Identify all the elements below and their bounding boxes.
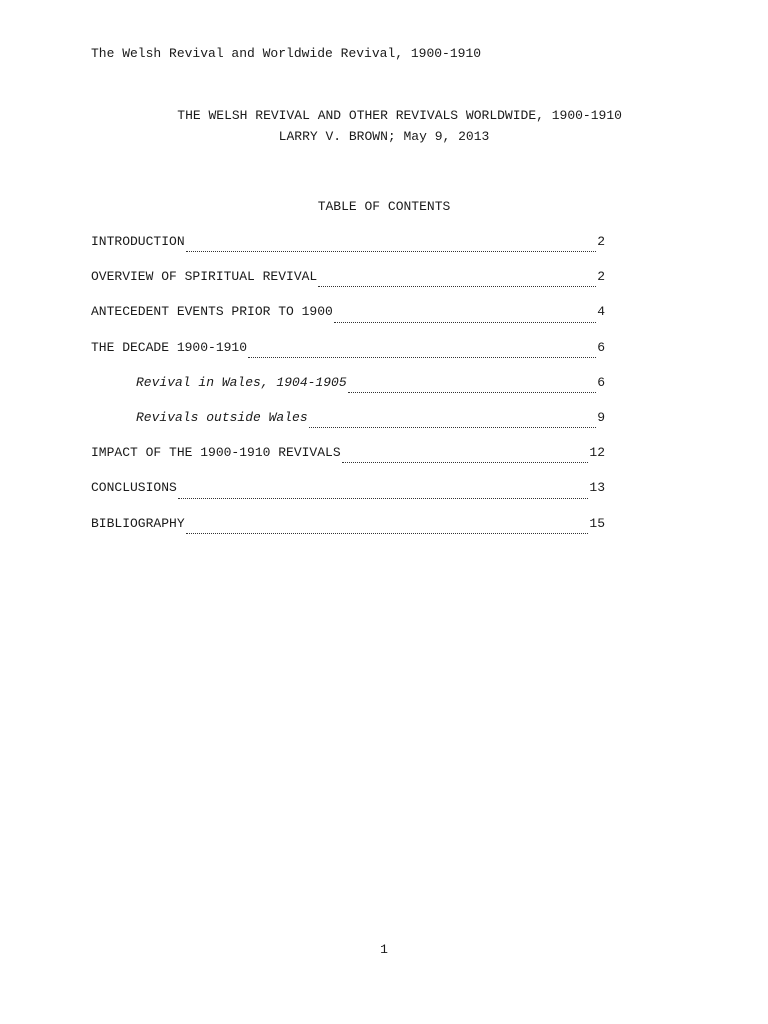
toc-entry-decade[interactable]	[91, 340, 605, 375]
toc-entry-label: Revival in Wales, 1904-1905	[136, 374, 347, 390]
toc-leader-dots	[178, 497, 589, 499]
toc-entry-label: INTRODUCTION	[91, 234, 185, 249]
toc-entry-page: 15	[589, 515, 605, 531]
toc-entry-label: OVERVIEW OF SPIRITUAL REVIVAL	[91, 269, 318, 285]
toc-entry-page: 13	[589, 480, 605, 496]
toc-heading: TABLE OF CONTENTS	[317, 199, 451, 214]
toc-entry-page: 12	[589, 445, 605, 461]
toc-leader-dots	[334, 321, 596, 323]
toc-entry-label: IMPACT OF THE 1900-1910 REVIVALS	[91, 445, 341, 461]
toc-entry-revival-in-wales[interactable]	[91, 375, 605, 410]
toc-entry-page: 6	[597, 339, 605, 355]
running-head: The Welsh Revival and Worldwide Revival, 1900-1910	[91, 46, 482, 61]
toc-leader-dots	[318, 285, 596, 287]
page-number: 1	[380, 942, 388, 957]
toc-leader-dots	[309, 426, 597, 428]
toc-leader-dots	[348, 391, 597, 393]
document-title-text: THE WELSH REVIVAL AND OTHER REVIVALS WORLDWIDE, 1900-1910	[177, 108, 622, 123]
toc-entry-antecedent-events[interactable]	[91, 304, 605, 339]
toc-entry-introduction[interactable]	[91, 234, 605, 269]
toc-entry-overview[interactable]	[91, 269, 605, 304]
toc-entry-label: THE DECADE 1900-1910	[91, 339, 248, 355]
toc-entry-label: CONCLUSIONS	[91, 480, 177, 496]
toc-entry-page: 6	[597, 374, 605, 390]
toc-leader-dots	[186, 250, 597, 252]
toc-leader-dots	[342, 461, 589, 463]
toc-entry-label: BIBLIOGRAPHY	[91, 515, 185, 531]
toc-entry-page: 4	[597, 304, 605, 320]
table-of-contents	[91, 234, 605, 551]
toc-entry-page: 2	[597, 234, 605, 249]
toc-entry-revivals-outside-wales[interactable]	[91, 410, 605, 445]
toc-entry-page: 2	[597, 269, 605, 285]
author-date-line: LARRY V. BROWN; May 9, 2013	[278, 129, 490, 144]
toc-entry-bibliography[interactable]	[91, 516, 605, 551]
toc-entry-page: 9	[597, 409, 605, 425]
toc-entry-label: ANTECEDENT EVENTS PRIOR TO 1900	[91, 304, 333, 320]
toc-entry-conclusions[interactable]	[91, 480, 605, 515]
toc-leader-dots	[186, 532, 589, 534]
toc-leader-dots	[248, 356, 596, 358]
toc-entry-label: Revivals outside Wales	[136, 409, 308, 425]
toc-entry-impact[interactable]	[91, 445, 605, 480]
